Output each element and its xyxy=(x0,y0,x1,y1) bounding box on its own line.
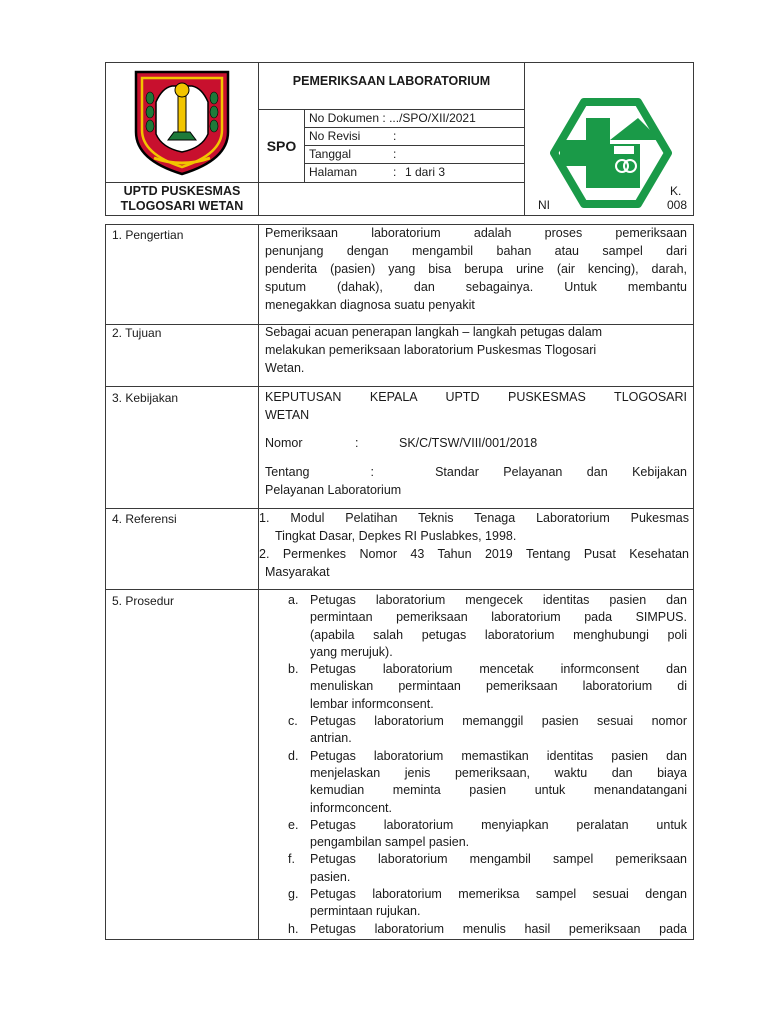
meta-row-no-dokumen xyxy=(309,109,476,127)
org-name-line1: UPTD PUSKESMAS xyxy=(123,184,241,198)
list-marker: g. xyxy=(288,887,299,902)
kebijakan-nomor-label: Nomor xyxy=(265,436,303,450)
pengertian-text xyxy=(265,224,687,314)
puskesmas-logo xyxy=(530,86,692,220)
meta-row-halaman xyxy=(309,163,357,181)
text-line: melakukan pemeriksaan laboratorium Puskesmas Tlogosari xyxy=(265,343,597,357)
text-line: Pelayanan Laboratorium xyxy=(265,483,402,497)
document-title: PEMERIKSAAN LABORATORIUM xyxy=(292,74,491,88)
text-line: permintaan pemeriksaan laboratorium pada SIMPUS. xyxy=(310,610,687,625)
text-line: permintaan rujukan. xyxy=(310,904,421,919)
text-line: (apabila salah petugas laboratorium menghubungi poli xyxy=(310,627,687,642)
text-line: Pemeriksaan laboratorium adalah proses pemeriksaan xyxy=(265,226,687,240)
section-label-referensi: 4. Referensi xyxy=(112,512,177,526)
spo-label: SPO xyxy=(266,138,297,154)
text-line: menuliskan permintaan pemeriksaan laboratorium di xyxy=(310,679,687,694)
signature-fragment: 008 xyxy=(667,198,688,212)
text-line: sputum (dahak), dan sebagainya. Untuk membantu xyxy=(265,280,687,294)
kebijakan-nomor-sep: : xyxy=(355,436,359,450)
list-item xyxy=(288,921,687,938)
text-line: Petugas laboratorium menulis hasil pemeriksaan pada xyxy=(310,921,687,936)
text-line: penderita (pasien) yang bisa berupa urine (air kencing), darah, xyxy=(265,262,687,276)
text-line: informconcent. xyxy=(310,800,392,815)
list-marker: f. xyxy=(288,852,295,867)
list-marker: e. xyxy=(288,817,299,832)
list-item xyxy=(288,713,687,748)
list-item xyxy=(288,748,687,817)
signature-fragment: K. xyxy=(670,184,682,198)
text-line: pengambilan sampel pasien. xyxy=(310,835,470,850)
tujuan-text xyxy=(265,323,687,377)
prosedur-list xyxy=(288,592,687,938)
signature-fragment: NI xyxy=(538,198,550,212)
list-item xyxy=(288,851,687,886)
list-marker: b. xyxy=(288,662,299,677)
text-line: Wetan. xyxy=(265,361,305,375)
list-item-continuation: Masyarakat xyxy=(265,565,330,579)
meta-row-no-revisi xyxy=(309,127,360,145)
list-item xyxy=(288,817,687,852)
meta-label: No Revisi xyxy=(309,129,361,143)
meta-sep: : xyxy=(393,165,397,179)
city-coat-of-arms-logo xyxy=(132,68,232,178)
text-line: Petugas laboratorium mengambil sampel pemeriksaan xyxy=(310,852,687,867)
text-line: Petugas laboratorium mengecek identitas pasien dan xyxy=(310,593,687,607)
text-line: Sebagai acuan penerapan langkah – langkah petugas dalam xyxy=(265,325,603,339)
meta-value: .../SPO/XII/2021 xyxy=(389,111,476,125)
section-label-pengertian: 1. Pengertian xyxy=(112,228,184,242)
text-line: antrian. xyxy=(310,731,352,746)
text-line: Petugas laboratorium memastikan identitas pasien dan xyxy=(310,748,687,763)
meta-value: 1 dari 3 xyxy=(405,165,446,179)
meta-row-tanggal xyxy=(309,145,351,163)
text-line: Tentang : Standar Pelayanan dan Kebijakan xyxy=(265,465,687,479)
list-item-continuation: Tingkat Dasar, Depkes RI Puslabkes, 1998. xyxy=(275,529,517,543)
meta-label: Tanggal xyxy=(309,147,352,161)
meta-sep: : xyxy=(382,111,386,125)
text-line: yang merujuk). xyxy=(310,644,393,659)
list-item: 1. Modul Pelatihan Teknis Tenaga Laboratorium Pukesmas xyxy=(259,511,689,525)
kebijakan-nomor-value: SK/C/TSW/VIII/001/2018 xyxy=(399,436,538,450)
text-line: kemudian meminta pasien untuk menandatangani xyxy=(310,783,687,798)
text-line: Petugas laboratorium memeriksa sampel sesuai dengan xyxy=(310,887,687,902)
list-marker: d. xyxy=(288,748,299,763)
kebijakan-text xyxy=(265,388,687,424)
list-marker: c. xyxy=(288,714,298,729)
text-line: lembar informconsent. xyxy=(310,696,434,711)
kebijakan-tentang xyxy=(265,463,687,499)
text-line: WETAN xyxy=(265,408,310,422)
meta-label: Halaman xyxy=(309,165,358,179)
section-label-tujuan: 2. Tujuan xyxy=(112,326,162,340)
list-item xyxy=(288,886,687,921)
text-line: Petugas laboratorium menyiapkan peralatan untuk xyxy=(310,817,687,832)
list-marker: h. xyxy=(288,921,299,936)
text-line: pasien. xyxy=(310,869,351,884)
meta-sep: : xyxy=(393,147,397,161)
text-line: Petugas laboratorium memanggil pasien sesuai nomor xyxy=(310,714,687,729)
list-item xyxy=(288,592,687,661)
text-line: penunjang dengan mengambil bahan atau sampel dari xyxy=(265,244,687,258)
text-line: menjelaskan jenis pemeriksaan, waktu dan biaya xyxy=(310,765,687,780)
list-item xyxy=(288,661,687,713)
text-line: menegakkan diagnosa suatu penyakit xyxy=(265,298,475,312)
meta-sep: : xyxy=(393,129,397,143)
referensi-list xyxy=(259,509,689,581)
meta-label: No Dokumen xyxy=(309,111,380,125)
section-label-prosedur: 5. Prosedur xyxy=(112,594,175,608)
section-label-kebijakan: 3. Kebijakan xyxy=(112,391,179,405)
org-name-line2: TLOGOSARI WETAN xyxy=(120,199,244,213)
text-line: Petugas laboratorium mencetak informconsent dan xyxy=(310,662,687,677)
list-marker: a. xyxy=(288,593,299,607)
list-item: 2. Permenkes Nomor 43 Tahun 2019 Tentang Pusat Kesehatan xyxy=(259,547,689,561)
text-line: KEPUTUSAN KEPALA UPTD PUSKESMAS TLOGOSARI xyxy=(265,390,687,404)
